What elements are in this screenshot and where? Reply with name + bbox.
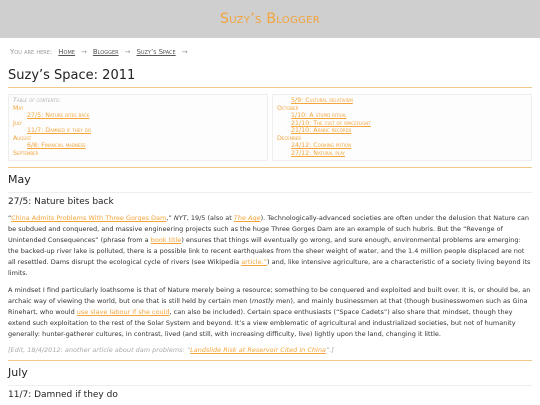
breadcrumb-home[interactable]: Home xyxy=(58,48,75,56)
source-name: NYT xyxy=(173,214,187,222)
breadcrumb xyxy=(0,42,540,62)
toc-month[interactable]: August xyxy=(13,134,32,142)
text: ,” xyxy=(166,214,174,222)
text: , 19/5 (also at xyxy=(186,214,234,222)
toc-entry[interactable]: 1/10: A stupid ritual xyxy=(291,112,347,119)
toc-entry[interactable]: 21/10: Arabic records xyxy=(291,127,352,134)
text: ”.] xyxy=(325,346,334,354)
text: A mindset I find particularly loathsome is that of Nature merely being a resource; something to be conquered and exploited and built over. It is, or should be, an archaic way of viewing the world, but one that is still held by certain men ( xyxy=(8,286,531,305)
toc-entry[interactable]: 5/9: Cultural relativism xyxy=(291,97,353,104)
text: ). Technologically-advanced societies are often under the delusion that Nature can be subdued and conquered, and massive engineering projects such as the huge Three Gorges Dam are an example of such hubris. But the “Revenge of Unintended Consequences” (phrase from a xyxy=(8,214,530,244)
post-paragraph xyxy=(8,213,532,279)
slave-labour-link[interactable]: use slave labour if she could xyxy=(76,308,170,316)
toc-month[interactable]: December xyxy=(277,134,302,142)
site-title[interactable]: Suzy’s Blogger xyxy=(220,11,320,27)
post-title: 27/5: Nature bites back xyxy=(8,192,532,207)
toc-month[interactable]: October xyxy=(277,104,299,112)
toc-month[interactable]: May xyxy=(13,104,24,112)
toc-left-column xyxy=(8,94,268,161)
toc-entry[interactable]: 11/7: Damned if they do xyxy=(27,127,92,134)
edit-note xyxy=(8,346,532,354)
toc-heading: Table of contents: xyxy=(13,97,61,104)
text: ) and, like intensive agriculture, are a characteristic of a society living beyond its limits. xyxy=(8,258,531,277)
the-age-link[interactable]: The Age xyxy=(233,214,261,222)
breadcrumb-arrow-icon: → xyxy=(181,48,188,56)
page-title: Suzy’s Space: 2011 xyxy=(8,68,532,88)
book-title-link[interactable]: book title xyxy=(150,236,182,244)
post-paragraph xyxy=(8,285,532,340)
toc-month[interactable]: July xyxy=(13,119,22,127)
toc-entry[interactable]: 21/10: The cult of spaceflight xyxy=(291,119,371,127)
text: [Edit, 18/4/2012: another article about dam problems: “ xyxy=(8,346,191,354)
text: , can also be included). Certain space enthusiasts (“Space Cadets”) also share that mindset, though they extend such exploitation to the rest of the Solar System and beyond. It’s a view emblematic of agricultural and industrialized societies, but not of humanity generally: hunter-gatherer cultures, in contrast, lived (and still, with increasing difficulty, live) lightly upon the land, changing it little. xyxy=(8,308,516,338)
post-title: 11/7: Damned if they do xyxy=(8,385,532,400)
section-heading-july: July xyxy=(8,360,532,379)
toc-entry[interactable]: 27/5: Nature bites back xyxy=(27,112,90,119)
emphasis: mostly xyxy=(251,297,274,305)
toc-month[interactable]: September xyxy=(13,149,39,157)
breadcrumb-prefix: You are here: xyxy=(10,48,53,56)
quote-open: “ xyxy=(8,214,12,222)
toc-entry[interactable]: 6/8: Financial madness xyxy=(27,142,86,149)
site-header xyxy=(0,0,540,38)
breadcrumb-suzys-space[interactable]: Suzy’s Space xyxy=(136,48,176,56)
text: men), and mainly businessmen at that (though businesswomen such as Gina Rinehart, who would xyxy=(8,297,528,316)
breadcrumb-arrow-icon: → xyxy=(124,48,131,56)
wikipedia-article-link[interactable]: article.” xyxy=(241,258,268,266)
text: ) ensures that things will eventually go wrong, and sure enough, environmental problems are emerging: the backed-up river lake is polluted, there is a possible link to recent earthquakes from the sheer weight of water, and the 1.4 million people displaced are not all resettled. Dams disrupt the ecological cycle of rivers (see Wikipedia xyxy=(8,236,525,266)
toc-entry[interactable]: 24/12: Cooking potion xyxy=(291,142,352,149)
article-link[interactable]: China Admits Problems With Three Gorges Dam xyxy=(11,214,167,222)
toc-right-column xyxy=(272,94,532,161)
toc-entry[interactable]: 27/12: Natural play xyxy=(291,149,345,157)
breadcrumb-arrow-icon: → xyxy=(80,48,87,56)
landslide-article-link[interactable]: Landslide Risk at Reservoir Cited in China xyxy=(190,346,326,354)
section-heading-may: May xyxy=(8,167,532,186)
table-of-contents xyxy=(8,94,532,161)
breadcrumb-blogger[interactable]: Blogger xyxy=(92,48,119,56)
